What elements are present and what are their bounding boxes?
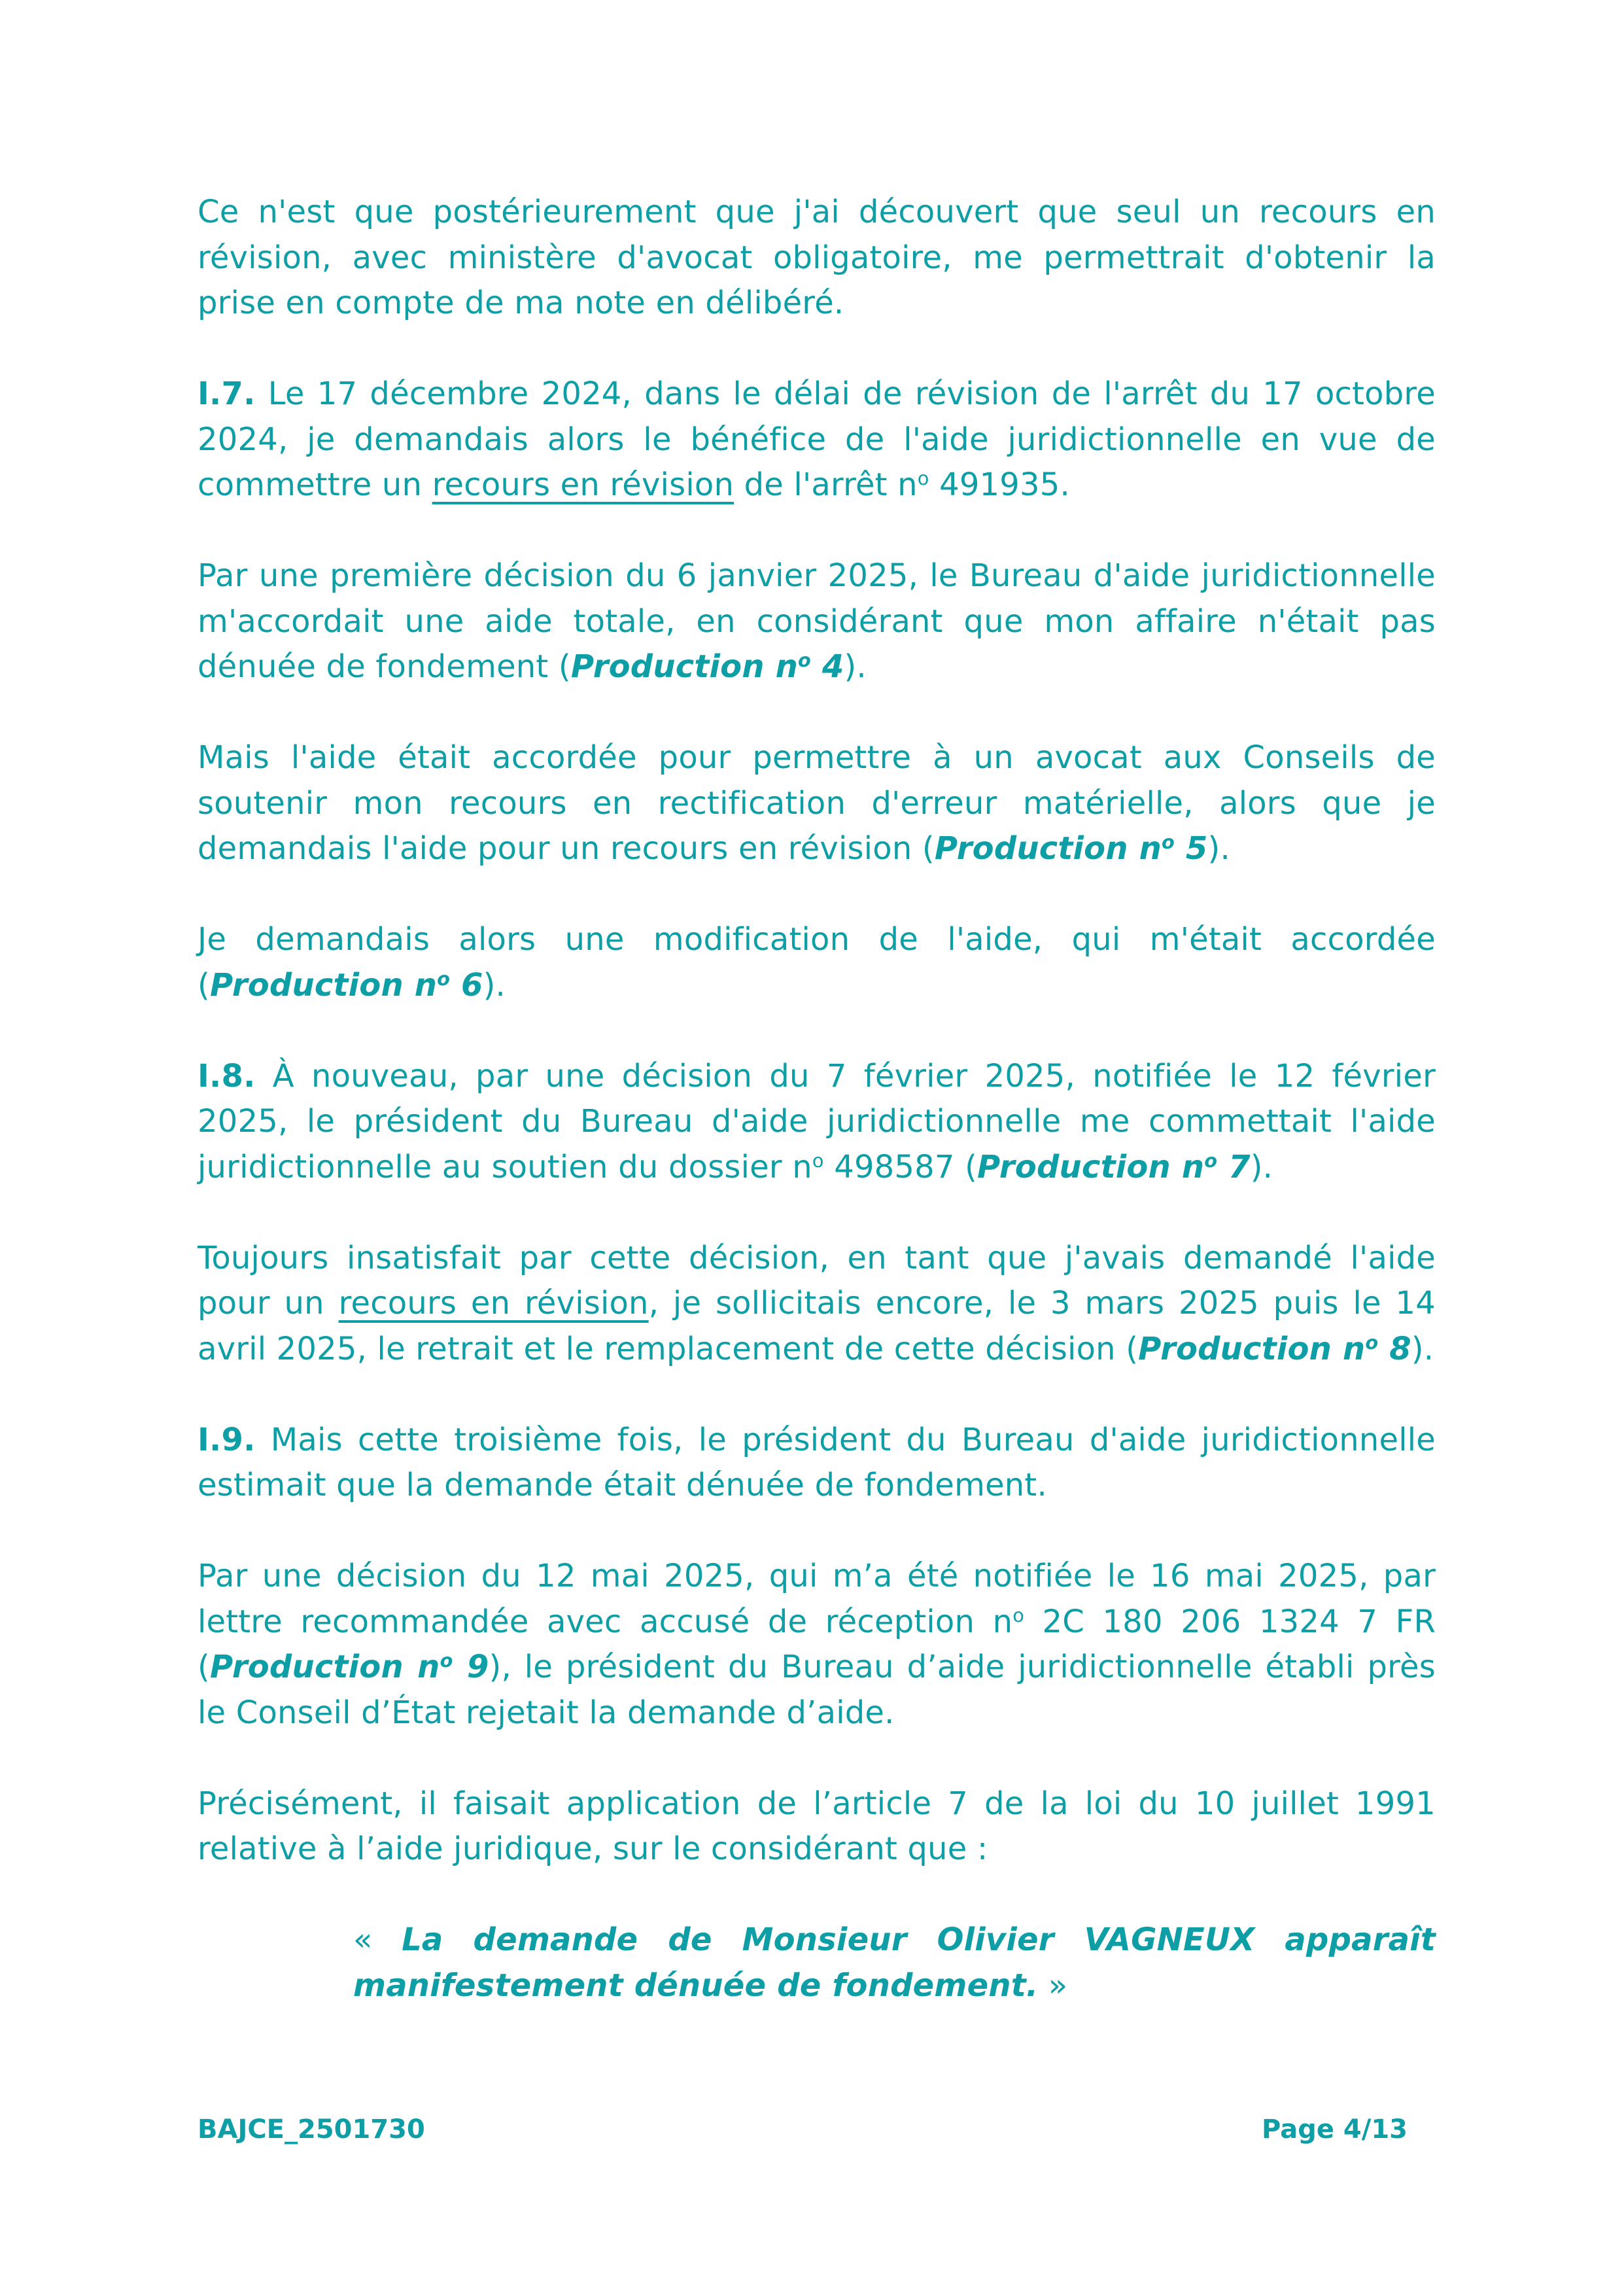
production-number: 8 (1378, 1330, 1411, 1367)
document-body (198, 190, 1436, 2008)
paragraph-aid-granted (198, 735, 1436, 872)
paragraph-text: Ce n'est que postérieurement que j'ai découvert que seul un recours en révision, avec ministère d'avocat obligatoire, me permettrait d'obtenir la prise en compte de ma note en délibéré. (198, 194, 1436, 321)
paragraph-rejection (198, 1554, 1436, 1736)
paragraph-text: Précisément, il faisait application de l’article 7 de la loi du 10 juillet 1991 relative à l’aide juridique, sur le considérant que : (198, 1785, 1436, 1867)
paragraph-text: 491935. (929, 466, 1070, 503)
section-number: I.7. (198, 376, 256, 412)
paragraph-late-discovery (198, 190, 1436, 326)
paragraph-still-unsatisfied (198, 1236, 1436, 1373)
production-label: Production n (977, 1148, 1205, 1185)
paragraph-text: Je demandais alors une modification de l'aide, qui m'était accordée ( (198, 921, 1436, 1004)
production-number: 7 (1217, 1148, 1251, 1185)
paragraph-article-7 (198, 1781, 1436, 1872)
paragraph-text: Mais cette troisième fois, le président du Bureau d'aide juridictionnelle estimait que la demande était dénuée de fondement. (198, 1421, 1436, 1503)
numero-superscript: o (440, 1649, 453, 1672)
page-footer (198, 2114, 1408, 2145)
paragraph-i8 (198, 1054, 1436, 1191)
production-label: Production n (209, 1649, 440, 1685)
paragraph-text: 2C 180 206 1324 7 FR ( (198, 1603, 1436, 1685)
block-quote (353, 1918, 1436, 2008)
paragraph-first-decision (198, 553, 1436, 690)
section-number: I.8. (198, 1057, 256, 1095)
paragraph-text: ). (1411, 1330, 1434, 1367)
paragraph-text: de l'arrêt n (734, 466, 918, 503)
paragraph-text: Mais l'aide était accordée pour permettre à un avocat aux Conseils de soutenir mon recours en rectification d'erreur matérielle, alors que je demandais l'aide pour un recours en révision ( (198, 739, 1436, 867)
production-label: Production n (570, 648, 798, 685)
numero-superscript: o (1365, 1331, 1379, 1354)
production-label: Production n (1138, 1330, 1366, 1367)
numero-superscript: o (1204, 1149, 1218, 1172)
section-number: I.9. (198, 1421, 256, 1458)
numero-superscript: o (798, 649, 811, 672)
paragraph-text: Par une première décision du 6 janvier 2025, le Bureau d'aide juridictionnelle m'accordait une aide totale, en considérant que mon affaire n'était pas dénuée de fondement ( (198, 557, 1436, 685)
paragraph-i7 (198, 372, 1436, 508)
paragraph-text: Toujours insatisfait par cette décision, en tant que j'avais demandé l'aide pour un (198, 1239, 1436, 1322)
production-reference (935, 830, 1208, 867)
paragraph-text: , je sollicitais encore, le 3 mars 2025 puis le 14 avril 2025, le retrait et le remplacement de cette décision ( (198, 1285, 1436, 1367)
numero-superscript: o (812, 1149, 824, 1172)
production-reference (210, 1649, 489, 1685)
quote-open-mark: « (353, 1921, 402, 1958)
document-reference: BAJCE_2501730 (198, 2114, 425, 2145)
production-reference (571, 648, 844, 685)
production-label: Production n (934, 830, 1162, 867)
paragraph-text: ). (844, 648, 867, 685)
paragraph-modification (198, 917, 1436, 1008)
production-reference (1138, 1331, 1411, 1367)
underlined-term: recours en révision (338, 1285, 649, 1322)
production-number: 5 (1175, 830, 1208, 867)
numero-superscript: o (1012, 1603, 1025, 1626)
paragraph-text: ), le président du Bureau d’aide juridictionnelle établi près le Conseil d’État rejetait la demande d’aide. (198, 1649, 1436, 1731)
production-number: 6 (450, 966, 483, 1004)
numero-superscript: o (917, 467, 929, 490)
production-reference (210, 967, 483, 1004)
page-number: Page 4/13 (1261, 2114, 1408, 2145)
paragraph-text: ). (483, 966, 506, 1004)
paragraph-text: Par une décision du 12 mai 2025, qui m’a été notifiée le 16 mai 2025, par lettre recommandée avec accusé de réception n (198, 1558, 1436, 1640)
numero-superscript: o (1162, 831, 1175, 854)
production-label: Production n (209, 966, 438, 1004)
production-number: 4 (810, 648, 844, 685)
paragraph-text: ). (1207, 830, 1230, 867)
paragraph-i9 (198, 1418, 1436, 1509)
paragraph-text: Le 17 décembre 2024, dans le délai de révision de l'arrêt du 17 octobre 2024, je demandais alors le bénéfice de l'aide juridictionnelle en vue de commettre un (198, 376, 1436, 503)
underlined-term: recours en révision (432, 466, 734, 503)
paragraph-text: ). (1250, 1148, 1273, 1185)
quote-text: La demande de Monsieur Olivier VAGNEUX apparaît manifestement dénuée de fondement. (353, 1921, 1436, 2004)
paragraph-text: À nouveau, par une décision du 7 février 2025, notifiée le 12 février 2025, le président du Bureau d'aide juridictionnelle me commettait l'aide juridictionnelle au soutien du dossier n (198, 1057, 1436, 1185)
quote-close-mark: » (1038, 1967, 1068, 2004)
paragraph-text: 498587 ( (823, 1148, 978, 1185)
numero-superscript: o (437, 967, 451, 990)
production-reference (977, 1149, 1251, 1185)
production-number: 9 (453, 1649, 489, 1685)
